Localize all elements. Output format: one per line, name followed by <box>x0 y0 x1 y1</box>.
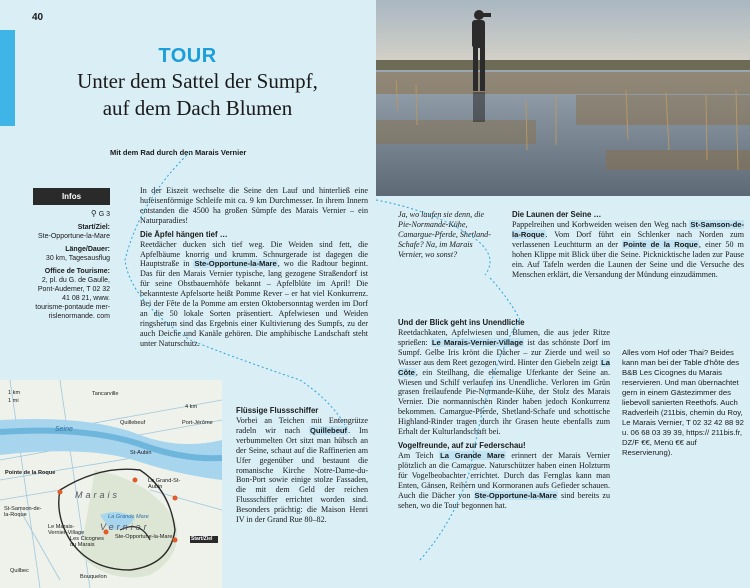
info-length <box>33 245 110 263</box>
heading-blick: Und der Blick geht ins Unendliche <box>398 318 525 327</box>
map-label-vernier: Vernier <box>100 522 150 532</box>
subtitle: Mit dem Rad durch den Marais Vernier <box>110 148 247 157</box>
column-1 <box>140 186 368 349</box>
map-label-scale-mi: 1 mi <box>8 398 19 404</box>
place-quillebeuf: Quillebeuf <box>309 425 348 435</box>
map-label-start: Start/Ziel <box>191 536 213 542</box>
place-la-grande-mare: La Grande Mare <box>440 450 505 460</box>
info-start <box>33 223 110 241</box>
heading-flussschiffer: Flüssige Flussschiffer <box>236 406 319 415</box>
heading-launen: Die Launen der Seine … <box>512 210 602 219</box>
place-pointe-de-la-roque: Pointe de la Roque <box>623 239 698 249</box>
map-label-st-samson: St-Samson-de-la-Roque <box>4 506 42 518</box>
place-st-samson: St-Samson-de-la-Roque <box>512 220 744 239</box>
map-label-4km: 4 km <box>185 404 198 410</box>
info-office <box>33 267 110 321</box>
apfel-text-b: , wo die Radtour beginnt. Das für den Marais Vernier typische, lang gezogene Straßendorf ist für seine Obstbauernhöfe bekannt – Apfelblüte im April! Die bekannteste Apfelsorte heißt Pomme Rever – er hat viel Konkurrenz. Bei der Fête de la Pomme am ersten Oktobersonntag werden im Dorf an die 50 lokale Sorten präsentiert. Apfelwiesen und Weiden ringsherum sind das Ergebnis einer Kultivierung des Sumpfs, zu der auch Deiche und Kanäle gehören. Die amphibische Landschaft steht unter Naturschutz. <box>140 259 368 348</box>
map-label-village: Le Marais-Vernier-Village <box>48 524 85 536</box>
page-title <box>20 68 375 122</box>
vogel-text-f: sind bereits zu sehen, wo die Tour begonnen hat. <box>398 490 610 510</box>
map-label-quillebeuf: Quillebeuf <box>120 420 146 426</box>
launen-text-c: , einer 50 m hohen Klippe mit Blick über die Seine. Picknicktische laden zur Pause ein. Auf Tafeln werden die Launen der Seine und die Versuche des Menschen erklärt, die Versandung der Mündung einzudämmen. <box>512 239 744 279</box>
map-label-cicognes: Les Cicognes du Marais <box>70 536 104 548</box>
office-label: Office de Tourisme: <box>44 268 110 275</box>
length-label: Länge/Dauer: <box>65 246 110 253</box>
map-label-seine: Seine <box>55 426 73 433</box>
marsh-photo-graphic <box>376 0 750 196</box>
intro-paragraph: In der Eiszeit wechselte die Seine den Lauf und hinterließ eine hufeisenförmige Schleife mit ca. 9 km Durchmesser. In ihrem Innern entstanden die 4500 ha großen Sümpfe des Marais Vernier – ein Naturparadies! <box>140 186 368 225</box>
route-map <box>0 380 222 588</box>
vogel-text-e: erinnert der Marais Vernier plötzlich an die Camargue. Naturschützer haben einen Holzturm für Vogelbeobachter errichtet. Durch das Fernglas kann man Enten, Gänsen, Reihern und Kormoranen aufs Gefieder schauen. Auch die Dächer von <box>398 450 610 500</box>
tour-label: TOUR <box>158 45 217 67</box>
place-ste-opportune: Ste-Opportune-la-Mare <box>194 259 277 269</box>
route-map-graphic <box>0 380 222 588</box>
map-label-tancarville: Tancarville <box>92 391 119 397</box>
flusse-text-a: Vorbei an Teichen mit Entengrütze radeln wir nach <box>236 416 368 435</box>
title-line-2: auf dem Dach Blumen <box>102 96 293 120</box>
launen-text-b: . Vom Dorf führt ein Schlenker nach Norden zum verlassenen Leuchtturm an der <box>512 229 744 249</box>
heading-vogel: Vogelfreunde, auf zur Federschau! <box>398 440 526 450</box>
paragraph-launen <box>512 220 744 279</box>
blick-text-c: , ein Steilhang, die ehemalige Uferkante der Seine an. Wiesen und Schilf verlaufen ins Unendliche. Verloren im Grün grasen freilaufende Pie-Normande-Kühe, der Stolz des Marais Vernier. Die normannischen Rinder haben jedoch Konkurrenz bekommen. Camargue-Pferde, Shetland-Schafe und schottische Highland-Rinder tragen durch ihr Grasen heute ebenfalls zum Erhalt der Kulturlandschaft bei. <box>398 367 610 437</box>
info-box-heading: Infos <box>33 188 110 205</box>
marsh-photo <box>376 0 750 196</box>
blick-text-a: Reetdachkaten, Apfelwiesen und Blumen, die aus jeder Ritze sprießen: <box>398 328 610 347</box>
apfel-text-a: Reetdächer ducken sich tief weg. Die Weiden sind fett, die Apfelbäume knorrig und krumm. Schnurgerade ist dagegen die Hauptstraße in <box>140 239 368 269</box>
place-la-cote: La Côte <box>398 357 610 377</box>
page-number: 40 <box>32 12 44 23</box>
title-line-1: Unter dem Sattel der Sumpf, <box>77 69 318 93</box>
office-value: 2, pl. du G. de Gaulle, Pont-Audemer, T 02 32 41 08 21, www. tourisme-pontaude mer-rislenormande. com <box>35 277 110 320</box>
map-label-st-aubin: St-Aubin <box>130 450 152 456</box>
start-label: Start/Ziel: <box>77 224 110 231</box>
flusse-text-b: . Im verbummelten Ort sitzt man hübsch an der Seine, schaut auf die Raffinerien am Ufer gegenüber und bestaunt die romanische Kirche Notre-Dame-du-Bon-Port sowie einige stolze Fassaden, die mit dem Geld der reichen Flussschiffer errichtet worden sind. Besonders prächtig: die Maison Henri IV in der Grand Rue 80–82. <box>236 425 368 525</box>
paragraph-flussschiffer <box>236 416 368 525</box>
paragraph-vogel <box>398 451 610 510</box>
grid-value: G 3 <box>98 211 110 218</box>
length-value: 30 km, Tagesausflug <box>45 255 110 262</box>
map-label-port-jerome: Port-Jérôme <box>182 420 213 426</box>
pull-quote: Ja, wo laufen sie denn, die Pie-Normande-Kühe, Camargue-Pferde, Shetland-Schafe? Na, im Marais Vernier, wo sonst? <box>398 210 491 259</box>
map-label-bouquelon: Bouquelon <box>80 574 107 580</box>
start-value: Ste-Opportune-la-Mare <box>38 233 110 240</box>
vogel-text-d: Am Teich <box>398 450 434 460</box>
map-label-scale-km: 1 km <box>8 390 21 396</box>
side-note: Alles vom Hof oder Thai? Beides kann man bei der Table d'hôte des B&B Les Cicognes du Marais reservieren. Und man übernachtet gern in einem Gästezimmer des liebevoll sanierten Reethofs. Auch Radverleih (211bis, chemin du Roy, Le Marais Vernier, T 02 32 42 88 92 u. 06 68 03 39 39, https:// 211bis.fr, DZ/F €€, Menü €€ auf Reservierung). <box>622 348 744 457</box>
map-label-le-grand: Le Grand-St-Aubin <box>148 478 181 490</box>
map-label-pointe: Pointe de la Roque <box>5 470 56 476</box>
map-label-marais: Marais <box>75 490 121 500</box>
blick-text-b: ist das schönste Dorf im Sumpf. Gelbe Iris krönt die Dächer – zur Zierde und weil so Wasser aus dem Reet gezogen wird. Hinter den Giebeln zeigt <box>398 337 611 367</box>
map-grid-ref <box>33 209 110 219</box>
info-box <box>33 188 110 321</box>
map-pin-icon: ⚲ <box>90 209 97 218</box>
column-3 <box>512 206 744 279</box>
map-label-grande-mare: La Grande Mare <box>108 514 149 520</box>
heading-apfel: Die Äpfel hängen tief … <box>140 229 228 239</box>
column-1b <box>236 402 368 525</box>
paragraph-apfel <box>140 240 368 349</box>
launen-text-a: Pappelreihen und Korbweiden weisen den Weg nach <box>512 220 687 229</box>
place-ste-opportune-2: Ste-Opportune-la-Mare <box>474 490 557 500</box>
map-label-ste-opportune: Ste-Opportune-la-Mare <box>115 534 173 540</box>
column-4 <box>398 314 610 510</box>
place-marais-vernier-village: Le Marais-Vernier-Village <box>431 337 524 347</box>
paragraph-blick <box>398 328 610 437</box>
map-label-quilbec: Quilbec <box>10 568 29 574</box>
